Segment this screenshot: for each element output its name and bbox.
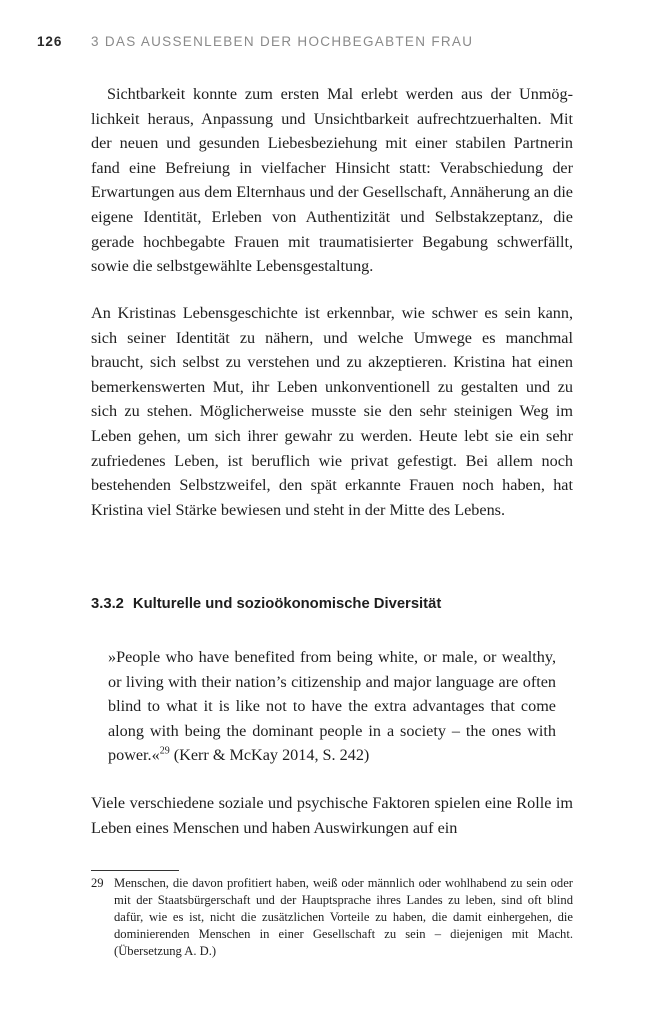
- running-head-title: 3 DAS AUSSENLEBEN DER HOCHBEGABTEN FRAU: [91, 34, 474, 49]
- body-paragraph-2: An Kristinas Lebensgeschichte ist erkennbar, wie schwer es sein kann, sich seiner Identität zu nähern, und welche Umwege es manchmal braucht, sich selbst zu verstehen und zu akzeptieren. Kristina hat einen bemerkenswerten Mut, ihr Leben unkonventionell zu gestalten und zu sich zu stehen. Möglicherweise musste sie den sehr steinigen Weg im Leben gehen, um sich ihrer gewahr zu werden. Heute lebt sie ein sehr zufriedenes Leben, ist beruflich wie privat gefestigt. Bei allem noch bestehenden Selbstzweifel, den spät erkannte Frauen noch haben, hat Kristina viel Stärke bewiesen und steht in der Mitte des Lebens.: [91, 304, 573, 519]
- block-quote: [108, 645, 556, 768]
- section-title: Kulturelle und sozioökonomische Diversität: [132, 596, 442, 612]
- body-paragraph-3: Viele verschiedene soziale und psychische Faktoren spielen eine Rolle im Leben eines Menschen und haben Auswirkungen auf ein: [91, 794, 573, 837]
- page-number: 126: [37, 34, 63, 49]
- quote-text: »People who have benefited from being white, or male, or wealthy, or living with their nation’s citizenship and major language are often blind to what it is like not to have the extra advantages that come along with being the dominant people in a society – the ones with power.«: [108, 648, 556, 765]
- footnote-divider: [91, 870, 179, 871]
- running-header: [37, 34, 610, 54]
- footnote-text: Menschen, die davon profitiert haben, weiß oder männlich oder wohlhabend zu sein oder mit der Staatsbürgerschaft und der Hauptsprache ihres Landes zu leben, sind oft blind dafür, wie es ist, nicht die zusätzlichen Vorteile zu haben, die damit einhergehen, die dominierenden Menschen in einer Gesellschaft zu sein – diejenigen mit Macht. (Übersetzung A. D.): [114, 876, 573, 958]
- section-number: 3.3.2: [91, 596, 124, 612]
- footnote-reference[interactable]: 29: [159, 745, 170, 757]
- footnote: [91, 875, 573, 960]
- section-heading: [91, 596, 441, 612]
- footnote-number: 29: [91, 876, 104, 890]
- body-paragraph-1: Sichtbarkeit konnte zum ersten Mal erlebt werden aus der Unmöglichkeit heraus, Anpassung und Unsichtbarkeit aufrechtzuerhalten. Mit der neuen und gesunden Liebesbeziehung mit einer stabilen Partnerin fand eine Befreiung in vielfacher Hinsicht statt: Verabschiedung der Erwartungen aus dem Elternhaus und der Gesellschaft, Annäherung an die eigene Identität, Erleben von Authentizität und Selbstakzeptanz, die gerade hochbegabte Frauen mit traumatisierter Begabung schwerfällt, sowie die selbstgewählte Lebensgestaltung.: [91, 85, 573, 276]
- quote-citation: (Kerr & McKay 2014, S. 242): [169, 746, 370, 765]
